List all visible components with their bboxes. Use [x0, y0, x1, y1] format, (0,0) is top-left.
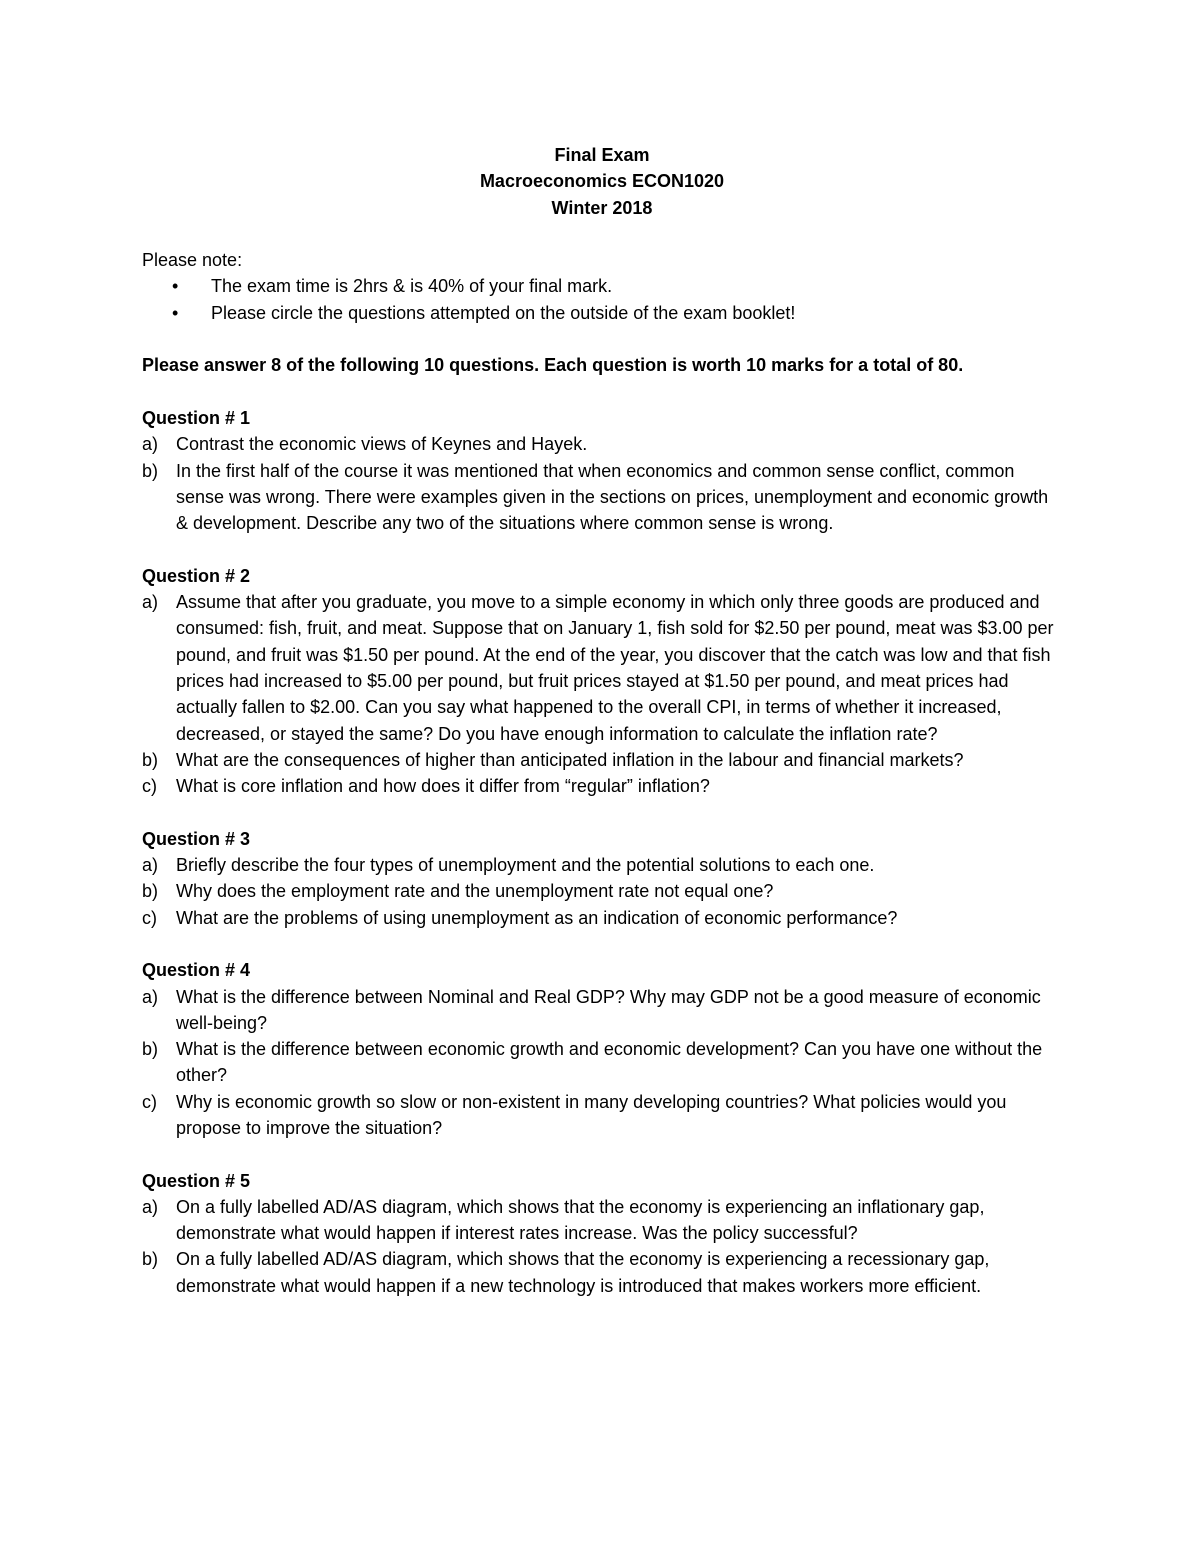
spacer: [142, 1141, 1062, 1167]
question-1: [142, 405, 1062, 536]
question-part: [142, 852, 1062, 878]
question-part: [142, 431, 1062, 457]
part-label: b): [142, 881, 159, 902]
question-part: [142, 458, 1062, 537]
question-part: [142, 905, 1062, 931]
note-item: [142, 300, 1062, 326]
question-part: [142, 1089, 1062, 1142]
part-text: Briefly describe the four types of unemployment and the potential solutions to each one.: [176, 855, 875, 876]
question-part: [142, 747, 1062, 773]
question-part: [142, 984, 1062, 1037]
question-part: [142, 1246, 1062, 1299]
part-text: What are the consequences of higher than anticipated inflation in the labour and financial markets?: [176, 749, 964, 770]
part-label: a): [142, 855, 159, 876]
question-part: [142, 878, 1062, 904]
question-5: [142, 1168, 1062, 1299]
part-text: Why is economic growth so slow or non-existent in many developing countries? What policies would you propose to improve the situation?: [176, 1091, 1007, 1138]
part-label: a): [142, 986, 159, 1007]
question-part: [142, 773, 1062, 799]
spacer: [142, 536, 1062, 562]
part-text: On a fully labelled AD/AS diagram, which shows that the economy is experiencing a recessionary gap, demonstrate what would happen if a new technology is introduced that makes workers more efficient.: [176, 1249, 990, 1296]
question-title: Question # 4: [142, 960, 251, 981]
part-label: c): [142, 907, 157, 928]
question-3: [142, 826, 1062, 931]
note-list: [142, 273, 1062, 326]
question-part: [142, 589, 1062, 747]
exam-page: [142, 142, 1062, 1299]
spacer: [142, 326, 1062, 352]
question-4: [142, 957, 1062, 1141]
part-label: c): [142, 776, 157, 797]
question-2: [142, 563, 1062, 800]
term: Winter 2018: [551, 197, 653, 218]
part-text: What is the difference between Nominal and Real GDP? Why may GDP not be a good measure of economic well-being?: [176, 986, 1041, 1033]
part-label: b): [142, 1039, 159, 1060]
part-text: What is the difference between economic growth and economic development? Can you have one without the other?: [176, 1039, 1043, 1086]
part-text: Contrast the economic views of Keynes and Hayek.: [176, 434, 588, 455]
part-label: a): [142, 592, 159, 613]
question-title: Question # 1: [142, 407, 251, 428]
part-label: a): [142, 1196, 159, 1217]
bullet-icon: •: [172, 302, 179, 323]
note-item: [142, 273, 1062, 299]
part-text: What is core inflation and how does it differ from “regular” inflation?: [176, 776, 710, 797]
spacer: [142, 931, 1062, 957]
question-part: [142, 1036, 1062, 1089]
part-label: a): [142, 434, 159, 455]
spacer: [142, 799, 1062, 825]
question-title: Question # 3: [142, 828, 251, 849]
spacer: [142, 379, 1062, 405]
note-label: Please note:: [142, 250, 243, 271]
note-text: Please circle the questions attempted on the outside of the exam booklet!: [211, 302, 796, 323]
question-title: Question # 2: [142, 565, 251, 586]
exam-header: [142, 142, 1062, 221]
bullet-icon: •: [172, 276, 179, 297]
part-text: Assume that after you graduate, you move to a simple economy in which only three goods are produced and consumed: fish, fruit, and meat. Suppose that on January 1, fish sold for $2.50 per pound, meat was $3.00 per pound, and fruit was $1.50 per pound. At the end of the year, you discover that the catch was low and that fish prices had increased to $5.00 per pound, but fruit prices stayed at $1.50 per pound, and meat prices had actually fallen to $2.00. Can you say what happened to the overall CPI, in terms of whether it increased, decreased, or stayed the same? Do you have enough information to calculate the inflation rate?: [176, 592, 1054, 744]
exam-instruction: Please answer 8 of the following 10 questions. Each question is worth 10 marks for a total of 80.: [142, 355, 964, 376]
part-text: In the first half of the course it was mentioned that when economics and common sense conflict, common sense was wrong. There were examples given in the sections on prices, unemployment and economic growth & development. Describe any two of the situations where common sense is wrong.: [176, 460, 1049, 534]
part-text: Why does the employment rate and the unemployment rate not equal one?: [176, 881, 774, 902]
question-title: Question # 5: [142, 1170, 251, 1191]
course-name: Macroeconomics ECON1020: [479, 171, 725, 192]
note-text: The exam time is 2hrs & is 40% of your final mark.: [211, 276, 613, 297]
question-part: [142, 1194, 1062, 1247]
part-text: On a fully labelled AD/AS diagram, which shows that the economy is experiencing an inflationary gap, demonstrate what would happen if interest rates increase. Was the policy successful?: [176, 1196, 985, 1244]
part-label: b): [142, 749, 159, 770]
part-label: c): [142, 1091, 157, 1112]
exam-title: Final Exam: [554, 145, 650, 165]
part-label: b): [142, 460, 159, 481]
part-text: What are the problems of using unemployment as an indication of economic performance?: [176, 907, 898, 928]
part-label: b): [142, 1249, 159, 1270]
spacer: [142, 221, 1062, 247]
